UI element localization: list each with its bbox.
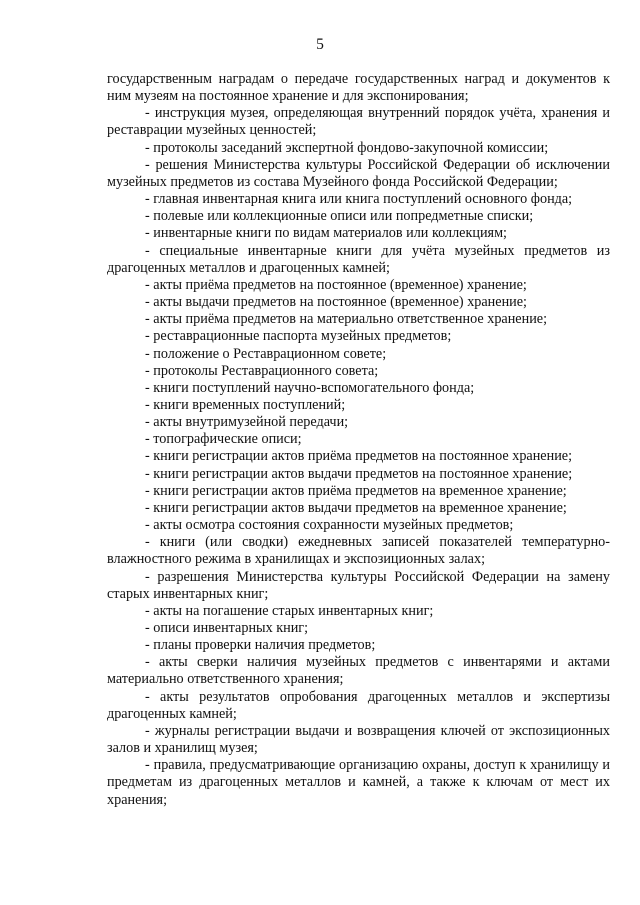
list-item: - топографические описи; xyxy=(145,431,302,448)
list-item: - акты приёма предметов на постоянное (временное) хранение; xyxy=(145,276,527,293)
page-number: 5 xyxy=(316,36,324,53)
document-body xyxy=(107,71,610,809)
list-item: - полевые или коллекционные описи или попредметные списки; xyxy=(145,208,534,225)
list-item: - книги регистрации актов приёма предметов на временное хранение; xyxy=(145,482,567,499)
list-item: - акты внутримузейной передачи; xyxy=(145,414,349,431)
list-item: - правила, предусматривающие организацию охраны, доступ к хранилищу и предметам из драгоценных металлов и камней, а также к ключам от мест их хранения; xyxy=(107,757,610,808)
list-item: - книги поступлений научно-вспомогательного фонда; xyxy=(145,379,475,396)
list-item: - разрешения Министерства культуры Российской Федерации на замену старых инвентарных книг; xyxy=(107,568,610,602)
list-item: - акты приёма предметов на материально ответственное хранение; xyxy=(145,311,548,328)
list-item: - акты результатов опробования драгоценных металлов и экспертизы драгоценных камней; xyxy=(107,688,610,722)
list-item: - акты осмотра состояния сохранности музейных предметов; xyxy=(145,517,514,534)
list-item: - акты на погашение старых инвентарных книг; xyxy=(145,602,434,619)
continuation-paragraph: государственным наградам о передаче государственных наград и документов к ним музеям на постоянное хранение и для экспонирования; xyxy=(107,71,610,105)
list-item: - протоколы Реставрационного совета; xyxy=(145,362,379,379)
list-item: - специальные инвентарные книги для учёта музейных предметов из драгоценных металлов и драгоценных камней; xyxy=(107,242,610,276)
list-item: - акты выдачи предметов на постоянное (временное) хранение; xyxy=(145,294,527,311)
list-item: - книги регистрации актов приёма предметов на постоянное хранение; xyxy=(145,448,573,465)
list-item: - акты сверки наличия музейных предметов с инвентарями и актами материально ответственного хранения; xyxy=(107,654,610,688)
list-item: - книги (или сводки) ежедневных записей показателей температурно-влажностного режима в хранилищах и экспозиционных залах; xyxy=(107,534,610,568)
list-item: - книги регистрации актов выдачи предметов на временное хранение; xyxy=(145,499,567,516)
list-item: - решения Министерства культуры Российской Федерации об исключении музейных предметов из состава Музейного фонда Российской Федерации; xyxy=(107,156,610,190)
list-item: - книги регистрации актов выдачи предметов на постоянное хранение; xyxy=(145,465,573,482)
list-item: - планы проверки наличия предметов; xyxy=(145,637,376,654)
list-item: - книги временных поступлений; xyxy=(145,396,346,413)
list-item: - протоколы заседаний экспертной фондово-закупочной комиссии; xyxy=(145,139,549,156)
list-item: - главная инвентарная книга или книга поступлений основного фонда; xyxy=(145,191,573,208)
list-item: - описи инвентарных книг; xyxy=(145,620,309,636)
list-item: - журналы регистрации выдачи и возвращения ключей от экспозиционных залов и хранилищ музея; xyxy=(107,722,610,757)
list-item: - инструкция музея, определяющая внутренний порядок учёта, хранения и реставрации музейных ценностей; xyxy=(107,105,610,139)
list-item: - реставрационные паспорта музейных предметов; xyxy=(145,328,452,345)
list-item: - положение о Реставрационном совете; xyxy=(145,345,387,362)
list-item: - инвентарные книги по видам материалов или коллекциям; xyxy=(145,225,508,242)
